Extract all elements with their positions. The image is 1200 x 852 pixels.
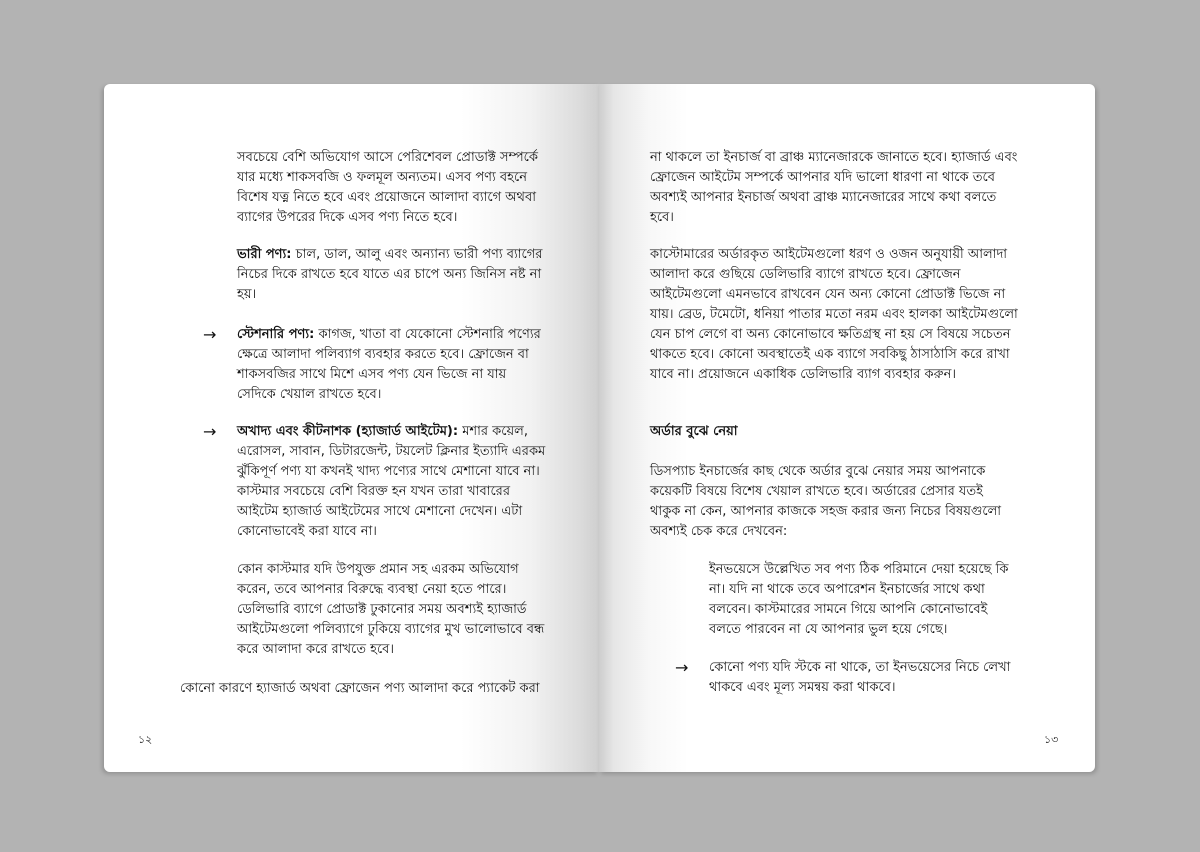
text-line: হয়।: [237, 287, 257, 302]
text-line: কোনো পণ্য যদি স্টকে না থাকে, তা ইনভয়েসের নিচে লেখা: [709, 660, 1011, 675]
text-line: ব্যাগের উপরের দিকে এসব পণ্য নিতে হবে।: [237, 210, 458, 225]
hazard-label: অখাদ্য এবং কীটনাশক (হ্যাজার্ড আইটেম):: [237, 424, 459, 439]
text-line: করে আলাদা করে রাখতে হবে।: [237, 642, 395, 657]
text-line: যার মধ্যে শাকসবজি ও ফলমূল অন্যতম। এসব পণ্য বহনে: [237, 170, 527, 185]
arrow-right-icon: →: [675, 658, 689, 677]
text-line: আইটেমগুলো পলিব্যাগে ঢুকিয়ে ব্যাগের মুখ ভালোভাবে বন্ধ: [237, 622, 545, 637]
text-line: কোনো কারণে হ্যাজার্ড অথবা ফ্রোজেন পণ্য আলাদা করে প্যাকেট করা: [180, 681, 540, 696]
text-line: অবশ্যই আপনার ইনচার্জ অথবা ব্রাঞ্চ ম্যানেজারের সাথে কথা বলতে: [650, 190, 997, 205]
page-number: ১৩: [1044, 733, 1059, 746]
text-line: করেন, তবে আপনার বিরুদ্ধে ব্যবস্থা নেয়া হতে পারে।: [237, 582, 507, 597]
text-line: সবচেয়ে বেশি অভিযোগ আসে পেরিশেবল প্রোডাক্ট সম্পর্কে: [237, 150, 539, 165]
text-line: অবশ্যই চেক করে দেখবেন:: [650, 524, 788, 539]
bottom-line: [180, 679, 540, 699]
text-line: আলাদা করে গুছিয়ে ডেলিভারি ব্যাগে রাখতে হবে। ফ্রোজেন: [650, 267, 961, 282]
stationery-bullet: [203, 325, 541, 405]
text-line: কোন কাস্টমার যদি উপযুক্ত প্রমান সহ এরকম অভিযোগ: [237, 562, 519, 577]
text-line: ফ্রোজেন আইটেম সম্পর্কে আপনার যদি ভালো ধারণা না থাকে তবে: [650, 170, 995, 185]
intro-paragraph: [237, 148, 538, 228]
arrow-right-icon: →: [203, 422, 217, 441]
text-line: হবে।: [650, 210, 674, 225]
heavy-items-label: ভারী পণ্য:: [237, 247, 292, 262]
text-line: [237, 422, 545, 442]
sorting-paragraph: [650, 245, 1018, 385]
heavy-items-paragraph: [237, 245, 542, 305]
text-line: নিচের দিকে রাখতে হবে যাতে এর চাপে অন্য জিনিস নষ্ট না: [237, 267, 542, 282]
text-line: থাকুক না কেন, আপনার কাজকে সহজ করার জন্য নিচের বিষয়গুলো: [650, 504, 1002, 519]
complaint-paragraph: [237, 560, 544, 660]
section-heading: [650, 422, 738, 442]
text-line: আইটেমগুলো এমনভাবে রাখবেন যেন অন্য কোনো প্রোডাক্ট ভিজে না: [650, 287, 1006, 302]
text-line: ক্ষেত্রে আলাদা পলিব্যাগ ব্যবহার করতে হবে। ফ্রোজেন বা: [237, 347, 529, 362]
page-number: ১২: [138, 733, 153, 746]
heavy-items-text: চাল, ডাল, আলু এবং অন্যান্য ভারী পণ্য ব্যাগের: [291, 247, 543, 262]
text-line: কোনোভাবেই করা যাবে না।: [237, 524, 377, 539]
stationery-label: স্টেশনারি পণ্য:: [237, 327, 315, 342]
dispatch-paragraph: [650, 462, 1001, 542]
text-line: কাস্টোমারের অর্ডারকৃত আইটেমগুলো ধরণ ও ওজন অনুযায়ী আলাদা: [650, 247, 1008, 262]
text-line: বিশেষ যত্ন নিতে হবে এবং প্রয়োজনে আলাদা ব্যাগে অথবা: [237, 190, 536, 205]
hazard-text: মশার কয়েল,: [458, 424, 528, 439]
text-line: না থাকলে তা ইনচার্জ বা ব্রাঞ্চ ম্যানেজারকে জানাতে হবে। হ্যাজার্ড এবং: [650, 150, 1018, 165]
text-line: বলবেন। কাস্টমারের সামনে গিয়ে আপনি কোনোভাবেই: [709, 602, 988, 617]
text-line: [237, 245, 542, 265]
text-line: এরোসল, সাবান, ডিটারজেন্ট, টয়লেট ক্লিনার ইত্যাদি এরকম: [237, 444, 546, 459]
text-line: যায়। ব্রেড, টমেটো, ধনিয়া পাতার মতো নরম এবং হালকা আইটেমগুলো: [650, 307, 1018, 322]
stationery-text: কাগজ, খাতা বা যেকোনো স্টেশনারি পণ্যের: [314, 327, 541, 342]
text-line: যাবে না। প্রয়োজনে একাধিক ডেলিভারি ব্যাগ ব্যবহার করুন।: [650, 367, 956, 382]
order-handover-heading: অর্ডার বুঝে নেয়া: [650, 424, 738, 439]
text-line: আইটেম হ্যাজার্ড আইটেমের সাথে মেশানো দেখেন। এটা: [237, 504, 523, 519]
text-line: সেদিকে খেয়াল রাখতে হবে।: [237, 387, 382, 402]
text-line: কয়েকটি বিষয়ে বিশেষ খেয়াল রাখতে হবে। অর্ডারের প্রেসার যতই: [650, 484, 983, 499]
text-line: ডিসপ্যাচ ইনচার্জের কাছ থেকে অর্ডার বুঝে নেয়ার সময় আপনাকে: [650, 464, 986, 479]
arrow-right-icon: →: [203, 325, 217, 344]
stock-bullet: [675, 658, 1011, 698]
text-line: থাকতে হবে। কোনো অবস্থাতেই এক ব্যাগে সবকিছু ঠাসাঠাসি করে রাখা: [650, 347, 1010, 362]
text-line: বলতে পারবেন না যে আপনার ভুল হয়ে গেছে।: [709, 622, 948, 637]
text-line: শাকসবজির সাথে মিশে এসব পণ্য যেন ভিজে না যায়: [237, 367, 507, 382]
text-line: [237, 325, 541, 345]
text-line: যেন চাপ লেগে বা অন্য কোনোভাবে ক্ষতিগ্রস্থ না হয় সে বিষয়ে সচেতন: [650, 327, 1011, 342]
continuation-paragraph: [650, 148, 1017, 228]
text-line: ডেলিভারি ব্যাগে প্রোডাক্ট ঢুকানোর সময় অবশ্যই হ্যাজার্ড: [237, 602, 527, 617]
left-page: [104, 84, 599, 772]
invoice-paragraph: [709, 560, 1008, 640]
right-page: [599, 84, 1095, 772]
hazard-bullet: [203, 422, 546, 542]
open-booklet: [104, 84, 1095, 772]
text-line: ইনভয়েসে উল্লেখিত সব পণ্য ঠিক পরিমানে দেয়া হয়েছে কি: [709, 562, 1009, 577]
text-line: না। যদি না থাকে তবে অপারেশন ইনচার্জের সাথে কথা: [709, 582, 985, 597]
text-line: কাস্টমার সবচেয়ে বেশি বিরক্ত হন যখন তারা খাবারের: [237, 484, 510, 499]
text-line: থাকবে এবং মূল্য সমন্বয় করা থাকবে।: [709, 680, 896, 695]
text-line: ঝুঁকিপূর্ণ পণ্য যা কখনই খাদ্য পণ্যের সাথে মেশানো যাবে না।: [237, 464, 540, 479]
